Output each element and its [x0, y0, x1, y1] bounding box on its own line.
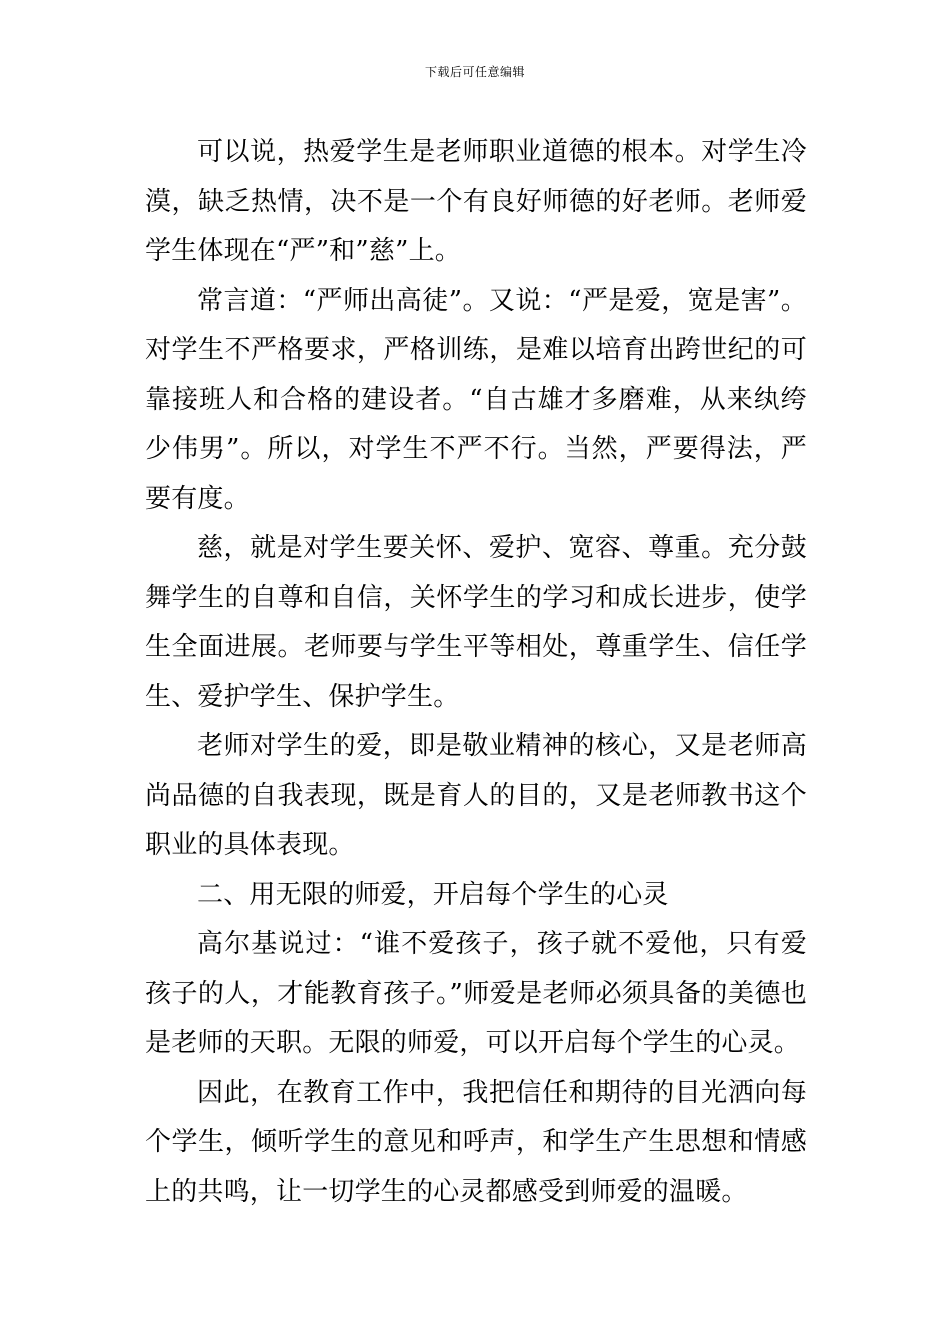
paragraph-kindness: 慈，就是对学生要关怀、爱护、宽容、尊重。充分鼓舞学生的自尊和自信，关怀学生的学习和成长进步，使学生全面进展。老师要与学生平等相处，尊重学生、信任学生、爱护学生、保护学生。 — [145, 533, 807, 712]
paragraph-trust: 因此，在教育工作中，我把信任和期待的目光洒向每个学生，倾听学生的意见和呼声，和学生产生思想和情感上的共鸣，让一切学生的心灵都感受到师爱的温暖。 — [145, 1077, 807, 1207]
paragraph-gorky-quote: 高尔基说过：“谁不爱孩子，孩子就不爱他，只有爱孩子的人，才能教育孩子。”师爱是老师必须具备的美德也是老师的天职。无限的师爱，可以开启每个学生的心灵。 — [145, 929, 807, 1058]
section-heading: 二、用无限的师爱，开启每个学生的心灵 — [197, 879, 669, 910]
paragraph-love-students: 可以说，热爱学生是老师职业道德的根本。对学生冷漠，缺乏热情，决不是一个有良好师德的好老师。老师爱学生体现在“严”和”慈”上。 — [145, 137, 807, 266]
paragraph-strictness: 常言道：“严师出高徒”。又说：“严是爱，宽是害”。对学生不严格要求，严格训练，是难以培育出跨世纪的可靠接班人和合格的建设者。“自古雄才多磨难，从来纨绔少伟男”。所以，对学生不严不行。当然，严要得法，严要有度。 — [145, 285, 807, 514]
page-header: 下载后可任意编辑 — [424, 65, 525, 79]
paragraph-dedication: 老师对学生的爱，即是敬业精神的核心，又是老师高尚品德的自我表现，既是育人的目的，又是老师教书这个职业的具体表现。 — [145, 731, 807, 860]
document-body — [145, 128, 807, 1217]
